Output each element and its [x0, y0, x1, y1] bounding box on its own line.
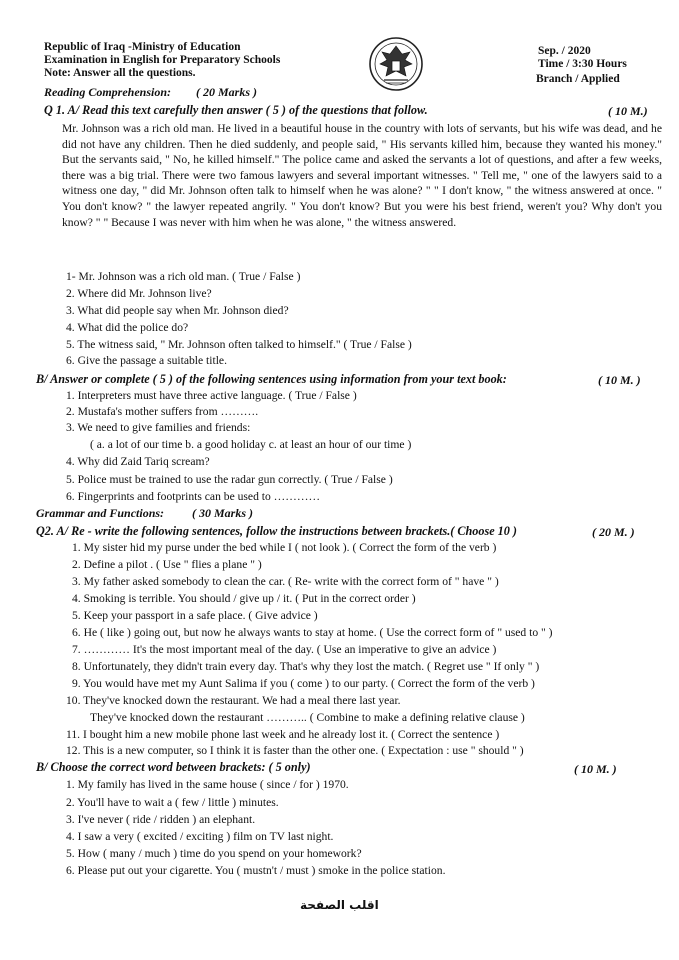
- q2b-item-1: 1. My family has lived in the same house ( since / for ) 1970.: [66, 778, 349, 791]
- q2a-item-8: 8. Unfortunately, they didn't train every day. That's why they lost the match. ( Regret use " If only " ): [72, 660, 540, 673]
- q1b-item-6: 6. Fingerprints and footprints can be used to …………: [66, 490, 321, 503]
- q2a-item-3: 3. My father asked somebody to clean the car. ( Re- write with the correct form of " have " ): [72, 575, 499, 588]
- q1b-item-4: 4. Why did Zaid Tariq scream?: [66, 455, 210, 468]
- q2b-title: B/ Choose the correct word between brackets: ( 5 only): [36, 760, 311, 774]
- ministry-line: Republic of Iraq -Ministry of Education: [44, 41, 241, 53]
- reading-passage: Mr. Johnson was a rich old man. He lived in a beautiful house in the country with lots of servants, but his wife was dead, and he did not have any children. Then he died suddenly, and people said, " His servants killed him, because they wanted his money." But the servants said, " No, he killed himself." The police came and asked the servants a lot of questions, and after a few weeks, there was a big trial. There were two famous lawyers and several important witnesses. " Tell me, " one of the lawyers said to a witness one day, " did Mr. Johnson often talk to himself when he was alone? " " I don't know, " the witness answered at once. " You don't know? " the lawyer repeated angrily. " You don't know? But you were his best friend, weren't you? Why don't you know? " " Because I was never with him when he was alone, " the witness answered.: [62, 122, 662, 229]
- q1b-title: B/ Answer or complete ( 5 ) of the following sentences using information from your text book:: [36, 372, 507, 386]
- q1a-title: Q 1. A/ Read this text carefully then answer ( 5 ) of the questions that follow.: [44, 103, 428, 117]
- q1a-item-3: 3. What did people say when Mr. Johnson died?: [66, 304, 289, 317]
- q1a-item-2: 2. Where did Mr. Johnson live?: [66, 287, 212, 300]
- exam-branch: Branch / Applied: [536, 73, 620, 85]
- q1b-item-1: 1. Interpreters must have three active language. ( True / False ): [66, 389, 357, 402]
- q1b-item-3: 3. We need to give families and friends:: [66, 421, 251, 434]
- q2a-item-9: 9. You would have met my Aunt Salima if you ( come ) to our party. ( Correct the form of the verb ): [72, 677, 535, 690]
- q2a-item-7: 7. ………… It's the most important meal of the day. ( Use an imperative to give an advice ): [72, 643, 497, 656]
- q2a-marks: ( 20 M. ): [592, 525, 635, 539]
- exam-title: Examination in English for Preparatory Schools: [44, 54, 281, 66]
- q2b-item-4: 4. I saw a very ( excited / exciting ) film on TV last night.: [66, 830, 334, 843]
- reading-section-marks: ( 20 Marks ): [196, 85, 258, 99]
- grammar-section-marks: ( 30 Marks ): [192, 506, 254, 520]
- q1a-item-5: 5. The witness said, " Mr. Johnson often talked to himself." ( True / False ): [66, 338, 412, 351]
- q2b-item-6: 6. Please put out your cigarette. You ( mustn't / must ) smoke in the police station.: [66, 864, 446, 877]
- q2a-title: Q2. A/ Re - write the following sentences, follow the instructions between brackets.( Choose 10 ): [36, 524, 517, 538]
- q2a-item-10: 10. They've knocked down the restaurant. We had a meal there last year.: [66, 694, 401, 707]
- q1b-item-5: 5. Police must be trained to use the radar gun correctly. ( True / False ): [66, 473, 393, 486]
- q2a-item-2: 2. Define a pilot . ( Use " flies a plane " ): [72, 558, 262, 571]
- q2a-item-11: 11. I bought him a new mobile phone last week and he already lost it. ( Correct the sentence ): [66, 728, 500, 741]
- q2a-item-12: 12. This is a new computer, so I think it is faster than the other one. ( Expectation : use " should " ): [66, 744, 524, 757]
- turn-page-note: اقلب الصفحة: [300, 898, 379, 912]
- q1a-marks: ( 10 M.): [608, 104, 648, 118]
- iraq-coat-of-arms-icon: [368, 36, 424, 92]
- q2b-marks: ( 10 M. ): [574, 762, 617, 776]
- q2a-item-1: 1. My sister hid my purse under the bed while I ( not look ). ( Correct the form of the verb ): [72, 541, 497, 554]
- q1a-item-6: 6. Give the passage a suitable title.: [66, 354, 227, 367]
- q2b-item-2: 2. You'll have to wait a ( few / little ) minutes.: [66, 796, 279, 809]
- q1a-item-1: 1- Mr. Johnson was a rich old man. ( True / False ): [66, 270, 301, 283]
- q2b-item-3: 3. I've never ( ride / ridden ) an elephant.: [66, 813, 256, 826]
- note-line: Note: Answer all the questions.: [44, 67, 196, 79]
- q2a-item-5: 5. Keep your passport in a safe place. ( Give advice ): [72, 609, 318, 622]
- exam-date: Sep. / 2020: [538, 45, 591, 57]
- q2a-item-4: 4. Smoking is terrible. You should / give up / it. ( Put in the correct order ): [72, 592, 416, 605]
- grammar-section-title: Grammar and Functions:: [36, 506, 165, 520]
- q2a-item-10-combine: They've knocked down the restaurant ……….. ( Combine to make a defining relative clause ): [90, 711, 525, 724]
- exam-time: Time / 3:30 Hours: [538, 58, 627, 70]
- reading-section-title: Reading Comprehension:: [44, 85, 172, 99]
- q2b-item-5: 5. How ( many / much ) time do you spend on your homework?: [66, 847, 362, 860]
- q1b-item-3-options: ( a. a lot of our time b. a good holiday c. at least an hour of our time ): [90, 438, 412, 451]
- q2a-item-6: 6. He ( like ) going out, but now he always wants to stay at home. ( Use the correct form of " used to " ): [72, 626, 553, 639]
- q1a-item-4: 4. What did the police do?: [66, 321, 189, 334]
- q1b-item-2: 2. Mustafa's mother suffers from ……….: [66, 405, 259, 418]
- q1b-marks: ( 10 M. ): [598, 373, 641, 387]
